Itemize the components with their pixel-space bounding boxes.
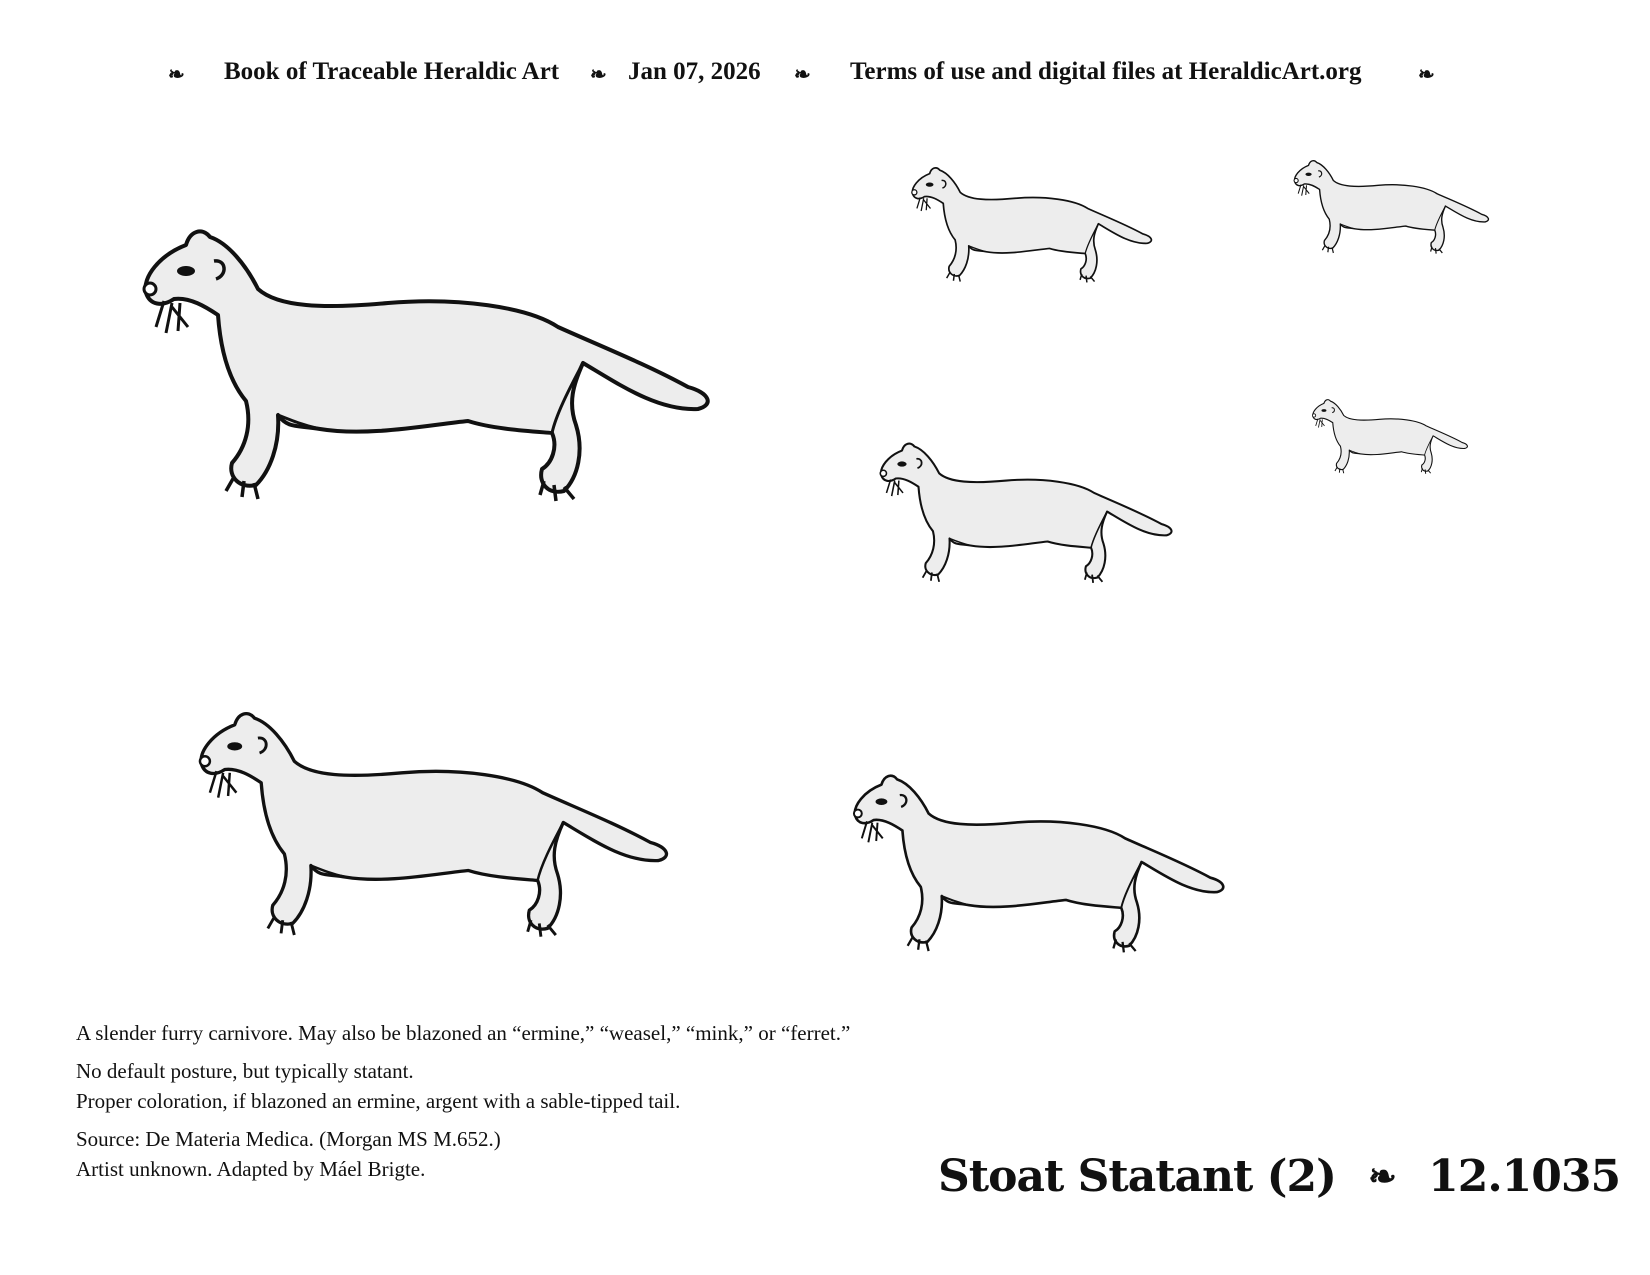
stoat-large-top-left	[118, 215, 738, 505]
stoat-medium-bottom-center	[840, 765, 1240, 955]
book-title: Book of Traceable Heraldic Art	[224, 58, 560, 85]
fleuron-icon: ❧	[590, 64, 607, 86]
fleuron-icon: ❧	[794, 64, 811, 86]
description-line: No default posture, but typically statant.	[76, 1059, 414, 1083]
description-line: Proper coloration, if blazoned an ermine, argent with a sable-tipped tail.	[76, 1089, 681, 1113]
stoat-tiny-right	[1308, 395, 1473, 475]
plate-name: Stoat Statant (2)	[938, 1151, 1336, 1202]
description-line: A slender furry carnivore. May also be blazoned an “ermine,” “weasel,” “mink,” or “ferret.”	[76, 1021, 851, 1045]
fleuron-icon: ❧	[1418, 64, 1435, 86]
stoat-large-bottom-left	[185, 700, 685, 940]
stoat-small-top-center	[905, 160, 1160, 285]
plate-title	[938, 1148, 1621, 1208]
stoat-medium-center	[872, 435, 1182, 585]
terms-link[interactable]: Terms of use and digital files at HeraldicArt.org	[850, 58, 1362, 85]
stoat-small-top-right	[1287, 155, 1497, 255]
plate-number: 12.1035	[1428, 1151, 1621, 1202]
artist-line: Artist unknown. Adapted by Máel Brigte.	[76, 1157, 426, 1181]
fleuron-icon: ❧	[1368, 1156, 1396, 1197]
fleuron-icon: ❧	[168, 64, 185, 86]
page-header	[0, 58, 1650, 98]
source-line: Source: De Materia Medica. (Morgan MS M.652.)	[76, 1127, 501, 1151]
header-date: Jan 07, 2026	[628, 58, 761, 85]
